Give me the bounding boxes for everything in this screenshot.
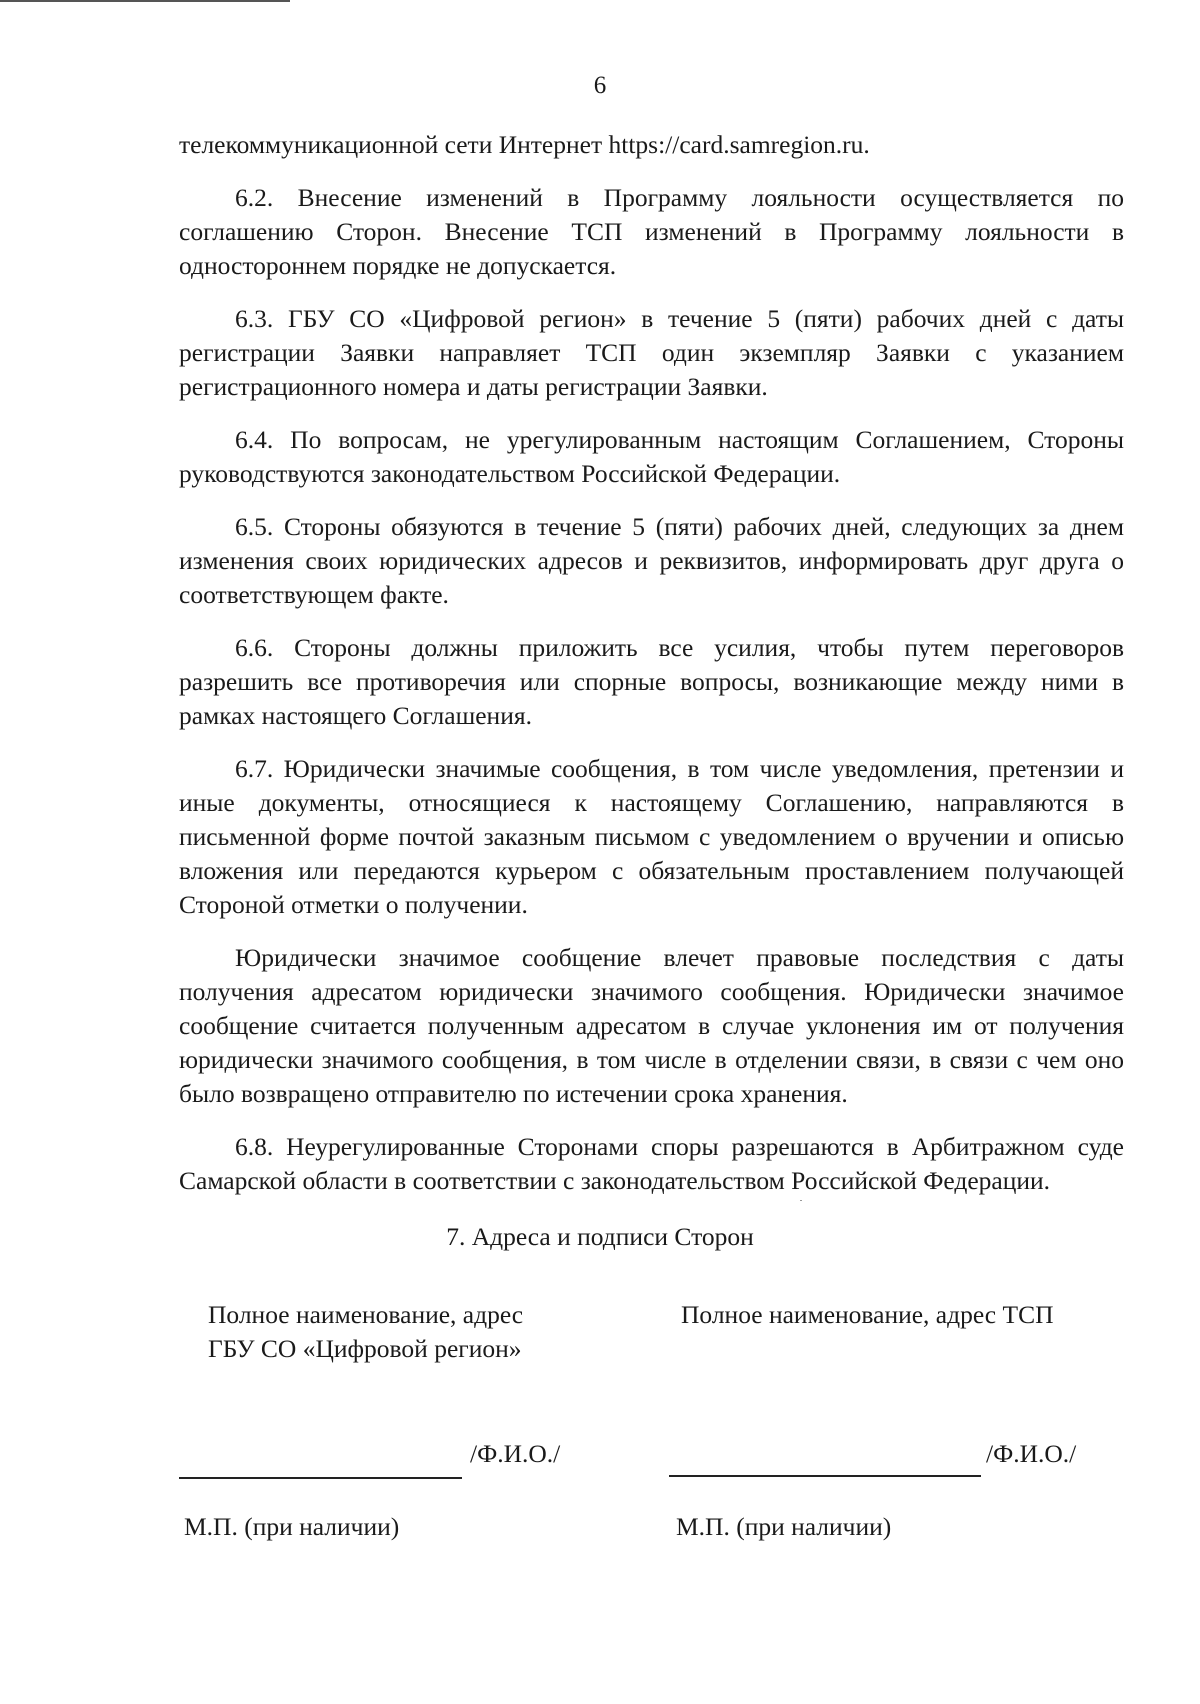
party-right-signature-line: [669, 1475, 981, 1477]
party-right-stamp-note: М.П. (при наличии): [676, 1512, 892, 1541]
paragraph-6-2: 6.2. Внесение изменений в Программу лояльности осуществляется по соглашению Сторон. Внесение ТСП изменений в Программу лояльности в одностороннем порядке не допускается.: [179, 183, 1124, 280]
party-left-stamp-note: М.П. (при наличии): [184, 1512, 400, 1541]
party-right-name: [681, 1298, 1054, 1332]
paragraph-6-8: 6.8. Неурегулированные Сторонами споры разрешаются в Арбитражном суде Самарской области в соответствии с законодательством Российской Федерации.: [179, 1132, 1124, 1195]
party-left-signature-line: [179, 1477, 462, 1479]
paragraph-6-6: 6.6. Стороны должны приложить все усилия, чтобы путем переговоров разрешить все противоречия или спорные вопросы, возникающие между ними в рамках настоящего Соглашения.: [179, 633, 1124, 730]
section-title: 7. Адреса и подписи Сторон: [446, 1222, 754, 1251]
paragraph-6-7: 6.7. Юридически значимые сообщения, в том числе уведомления, претензии и иные документы, относящиеся к настоящему Соглашению, направляются в письменной форме почтой заказным письмом с уведомлением о вручении и описью вложения или передаются курьером с обязательным проставлением получающей Стороной отметки о получении.: [179, 754, 1124, 919]
scan-edge-line: [0, 0, 290, 2]
paragraph-legal-message: Юридически значимое сообщение влечет правовые последствия с даты получения адресатом юридически значимого сообщения. Юридически значимое сообщение считается полученным адресатом в случае уклонения им от получения юридически значимого сообщения, в том числе в отделении связи, в связи с чем оно было возвращено отправителю по истечении срока хранения.: [179, 943, 1124, 1108]
party-right-fio: /Ф.И.О./: [986, 1439, 1077, 1468]
paragraph-continuation: телекоммуникационной сети Интернет https://card.samregion.ru.: [179, 130, 870, 159]
page-number: 6: [593, 72, 607, 99]
party-left-name-line1: Полное наименование, адрес: [208, 1300, 524, 1329]
scan-speck: [800, 1200, 802, 1201]
party-left-name-line2: ГБУ СО «Цифровой регион»: [208, 1334, 522, 1363]
party-left-name: [208, 1298, 523, 1366]
document-body: [179, 128, 1124, 1198]
paragraph-6-5: 6.5. Стороны обязуются в течение 5 (пяти) рабочих дней, следующих за днем изменения своих юридических адресов и реквизитов, информировать друг друга о соответствующем факте.: [179, 512, 1124, 609]
paragraph-6-3: 6.3. ГБУ СО «Цифровой регион» в течение 5 (пяти) рабочих дней с даты регистрации Заявки направляет ТСП один экземпляр Заявки с указанием регистрационного номера и даты регистрации Заявки.: [179, 304, 1124, 401]
party-right-name-line1: Полное наименование, адрес ТСП: [681, 1300, 1054, 1329]
paragraph-6-4: 6.4. По вопросам, не урегулированным настоящим Соглашением, Стороны руководствуются законодательством Российской Федерации.: [179, 425, 1124, 488]
party-left-fio: /Ф.И.О./: [470, 1439, 561, 1468]
